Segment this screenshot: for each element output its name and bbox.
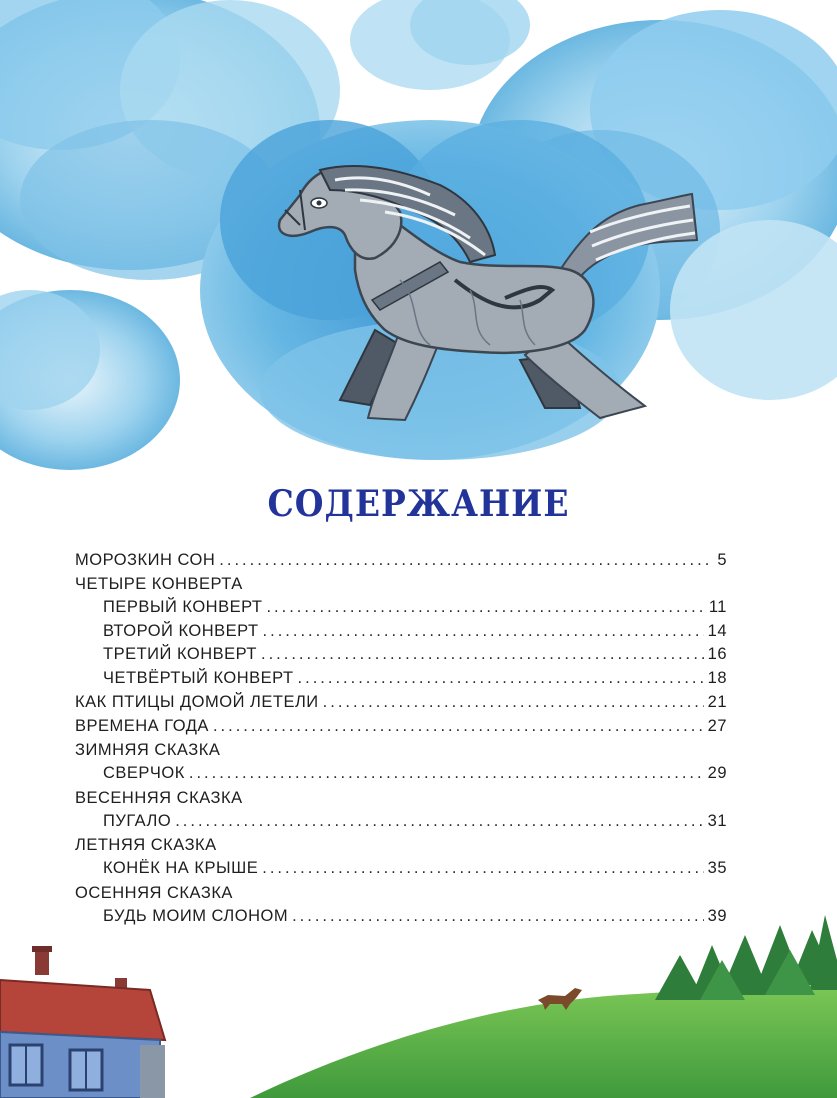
toc-page-number: 35 [707,859,727,877]
toc-entry [75,620,727,644]
toc-page-number: 11 [708,598,727,616]
toc-page-number: 16 [707,645,727,663]
house-illustration [0,946,165,1098]
toc-entry [75,881,727,905]
toc-leader-dots [213,714,704,738]
toc-leader-dots [219,548,713,572]
toc-entry [75,833,727,857]
toc-entry [75,810,727,834]
toc-page-number: 31 [707,811,727,830]
toc-entry [75,643,727,667]
toc-entry-title: ЗИМНЯЯ СКАЗКА [75,741,221,759]
toc-entry-title: ВРЕМЕНА ГОДА [75,717,209,735]
toc-entry [75,714,727,738]
toc-entry-title: МОРОЗКИН СОН [75,551,216,569]
toc-page-number: 14 [707,621,727,640]
toc-leader-dots [323,690,704,714]
toc-entry [75,738,727,762]
page-title: СОДЕРЖАНИЕ [267,482,570,525]
toc-entry-title: ЧЕТВЁРТЫЙ КОНВЕРТ [103,668,294,687]
toc-entry-title: ТРЕТИЙ КОНВЕРТ [103,645,258,663]
toc-entry [75,596,727,620]
toc-page-number: 27 [707,717,727,735]
toc-entry [75,690,727,714]
toc-entry [75,667,727,691]
toc-page-number: 39 [707,906,727,925]
toc-leader-dots [262,857,703,881]
toc-entry-title: ВЕСЕННЯЯ СКАЗКА [75,788,243,807]
toc-entry [75,905,727,929]
toc-leader-dots [261,643,704,667]
toc-leader-dots [263,620,704,644]
toc-leader-dots [189,762,704,786]
toc-entry-title: КАК ПТИЦЫ ДОМОЙ ЛЕТЕЛИ [75,693,319,711]
toc-entry-title: ЛЕТНЯЯ СКАЗКА [75,836,217,854]
toc-leader-dots [292,905,704,929]
toc-entry-title: ВТОРОЙ КОНВЕРТ [103,621,259,640]
toc-entry [75,786,727,810]
toc-entry-title: БУДЬ МОИМ СЛОНОМ [103,906,289,925]
toc-entry-title: ПЕРВЫЙ КОНВЕРТ [103,598,263,616]
toc-entry [75,762,727,786]
toc-page-number: 5 [717,551,727,569]
cloud-left [0,290,180,470]
cloud-top-small [350,0,530,90]
toc-entry [75,857,727,881]
toc-leader-dots [175,810,703,834]
toc-entry-title: ПУГАЛО [103,811,172,830]
toc-leader-dots [298,667,704,691]
toc-page-number: 18 [707,668,727,687]
toc-entry-title: СВЕРЧОК [103,764,185,782]
toc-entry [75,572,727,596]
toc-entry [75,548,727,572]
toc-entry-title: ОСЕННЯЯ СКАЗКА [75,883,233,902]
toc-entry-title: КОНЁК НА КРЫШЕ [103,859,259,877]
toc-entry-title: ЧЕТЫРЕ КОНВЕРТА [75,575,243,593]
table-of-contents [75,548,727,928]
toc-page-number: 21 [707,693,727,711]
toc-page-number: 29 [707,764,727,782]
toc-leader-dots [266,596,704,620]
